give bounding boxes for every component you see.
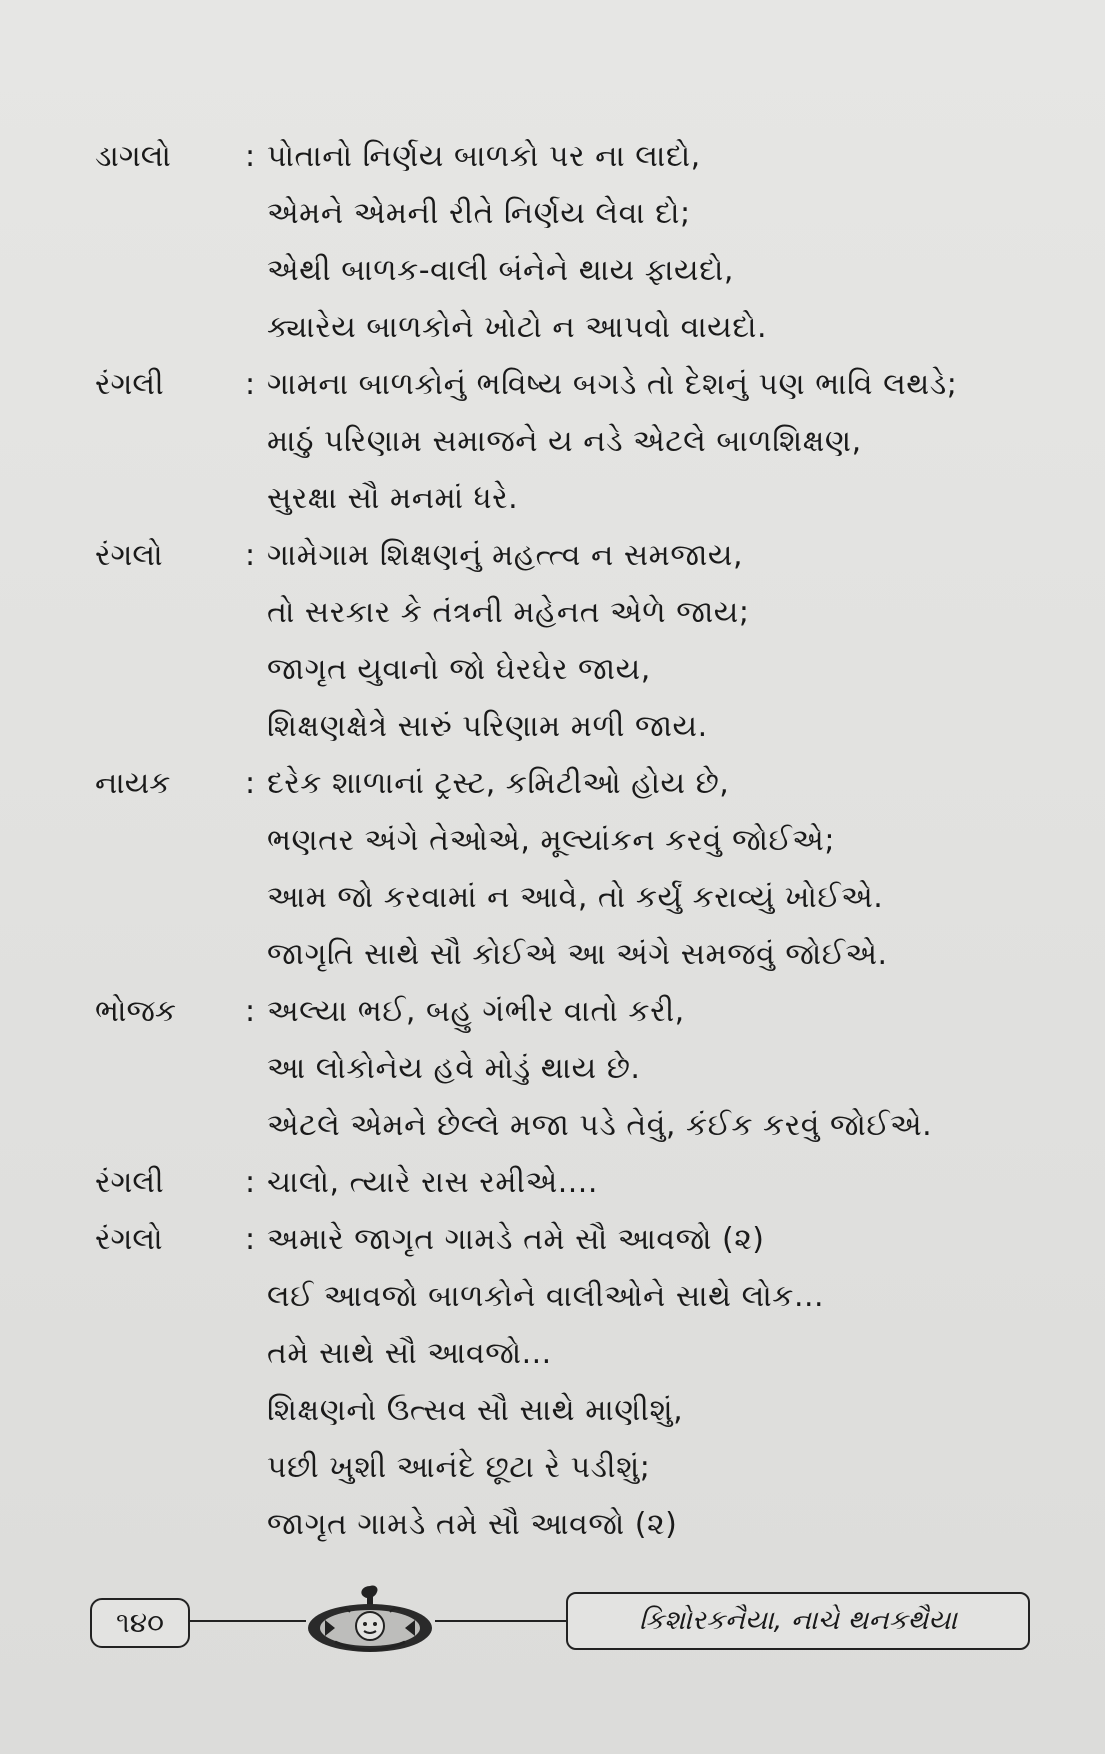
speaker-colon: : [245, 139, 256, 174]
speaker-name: રંગલી [95, 367, 164, 402]
speaker-name: નાયક [95, 766, 171, 801]
speaker-colon: : [245, 994, 256, 1029]
dialogue-entry [95, 755, 1025, 983]
play-dialogue [95, 128, 1025, 1553]
page-number-text: ૧૪૦ [116, 1606, 164, 1639]
dialogue-line: એમને એમની રીતે નિર્ણય લેવા દો; [267, 196, 691, 231]
speaker-name: રંગલો [95, 538, 163, 573]
ornament-icon [295, 1580, 445, 1660]
dialogue-line: લઈ આવજો બાળકોને વાલીઓને સાથે લોક... [267, 1279, 825, 1314]
dialogue-entry [95, 1154, 1025, 1211]
dialogue-line: દરેક શાળાનાં ટ્રસ્ટ, કમિટીઓ હોય છે, [267, 766, 730, 801]
dialogue-entry [95, 128, 1025, 356]
dialogue-line: અલ્યા ભઈ, બહુ ગંભીર વાતો કરી, [267, 994, 685, 1029]
dialogue-line: માઠું પરિણામ સમાજને ય નડે એટલે બાળશિક્ષણ, [267, 424, 862, 459]
dialogue-line: ચાલો, ત્યારે રાસ રમીએ.... [267, 1165, 598, 1200]
speaker-name: રંગલી [95, 1165, 164, 1200]
dialogue-line: તો સરકાર કે તંત્રની મહેનત એળે જાય; [267, 595, 750, 630]
dialogue-line: અમારે જાગૃત ગામડે તમે સૌ આવજો (૨) [267, 1222, 765, 1257]
dialogue-lines [267, 983, 1025, 1154]
speaker-name: ભોજક [95, 994, 177, 1029]
dialogue-line: શિક્ષણનો ઉત્સવ સૌ સાથે માણીશું, [267, 1393, 684, 1428]
dialogue-line: એથી બાળક-વાલી બંનેને થાય ફાયદો, [267, 253, 734, 288]
dialogue-lines [267, 1211, 1025, 1553]
dialogue-lines [267, 1154, 1025, 1211]
dialogue-line: જાગૃતિ સાથે સૌ કોઈએ આ અંગે સમજવું જોઈએ. [267, 937, 888, 972]
dialogue-lines [267, 755, 1025, 983]
dialogue-entry [95, 1211, 1025, 1553]
dialogue-lines [267, 128, 1025, 356]
dialogue-line: ક્યારેય બાળકોને ખોટો ન આપવો વાયદો. [267, 310, 768, 345]
dialogue-line: ગામના બાળકોનું ભવિષ્ય બગડે તો દેશનું પણ ભાવિ લથડે; [267, 367, 958, 402]
dialogue-line: ગામેગામ શિક્ષણનું મહત્ત્વ ન સમજાય, [267, 538, 744, 573]
dialogue-line: સુરક્ષા સૌ મનમાં ધરે. [267, 481, 519, 516]
footer-rule-right [435, 1620, 575, 1622]
dialogue-line: પોતાનો નિર્ણય બાળકો પર ના લાદો, [267, 139, 701, 174]
dialogue-line: આ લોકોનેય હવે મોડું થાય છે. [267, 1051, 641, 1086]
page-footer [90, 1580, 1030, 1660]
dialogue-line: શિક્ષણક્ષેત્રે સારું પરિણામ મળી જાય. [267, 709, 708, 744]
page-number [90, 1598, 190, 1648]
dialogue-line: ભણતર અંગે તેઓએ, મૂલ્યાંકન કરવું જોઈએ; [267, 823, 835, 858]
dialogue-lines [267, 527, 1025, 755]
dialogue-entry [95, 356, 1025, 527]
dialogue-entry [95, 983, 1025, 1154]
speaker-colon: : [245, 367, 256, 402]
dialogue-line: પછી ખુશી આનંદે છૂટા રે પડીશું; [267, 1450, 651, 1485]
speaker-colon: : [245, 766, 256, 801]
book-title: કિશોરકનૈયા, નાચે થનકથૈયા [639, 1605, 957, 1636]
dialogue-line: જાગૃત ગામડે તમે સૌ આવજો (૨) [267, 1507, 678, 1542]
dialogue-line: તમે સાથે સૌ આવજો... [267, 1336, 552, 1371]
dialogue-line: આમ જો કરવામાં ન આવે, તો કર્યું કરાવ્યું ખોઈએ. [267, 880, 884, 915]
dialogue-line: એટલે એમને છેલ્લે મજા પડે તેવું, કંઈક કરવું જોઈએ. [267, 1108, 933, 1143]
dialogue-lines [267, 356, 1025, 527]
speaker-name: ડાગલો [95, 139, 171, 174]
speaker-colon: : [245, 1222, 256, 1257]
dialogue-entry [95, 527, 1025, 755]
speaker-colon: : [245, 1165, 256, 1200]
speaker-colon: : [245, 538, 256, 573]
dialogue-line: જાગૃત યુવાનો જો ઘેરઘેર જાય, [267, 652, 651, 687]
book-title-box [566, 1592, 1030, 1650]
footer-rule-left [186, 1620, 306, 1622]
speaker-name: રંગલો [95, 1222, 163, 1257]
